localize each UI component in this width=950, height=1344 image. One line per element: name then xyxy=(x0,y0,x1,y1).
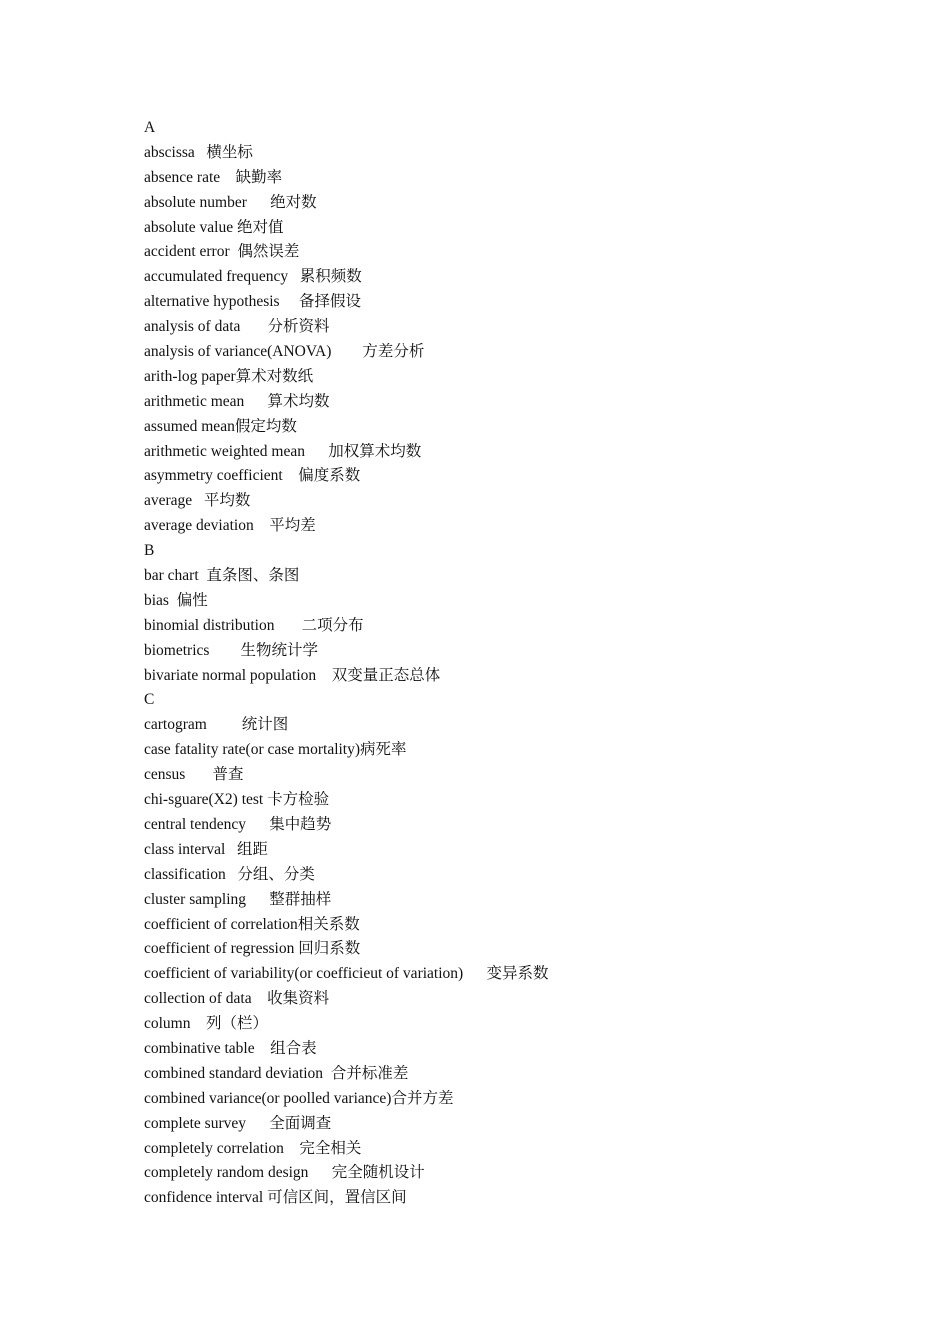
section-letter-heading xyxy=(144,688,904,713)
chinese-translation: 统计图 xyxy=(241,716,289,734)
glossary-entry xyxy=(144,315,904,340)
term-spacing xyxy=(192,492,204,509)
chinese-translation: 平均数 xyxy=(203,492,251,510)
term-spacing xyxy=(169,592,177,609)
english-term: complete survey xyxy=(144,1114,247,1132)
glossary-entry xyxy=(144,713,904,738)
chinese-translation: 相关系数 xyxy=(297,915,360,933)
english-term: average xyxy=(144,492,193,510)
term-spacing xyxy=(225,841,237,858)
english-term: alternative hypothesis xyxy=(144,293,280,311)
term-spacing xyxy=(209,642,240,659)
glossary-entry xyxy=(144,340,904,365)
term-spacing xyxy=(246,816,269,833)
term-spacing xyxy=(240,318,267,335)
english-term: absolute value xyxy=(144,218,234,236)
chinese-translation: 集中趋势 xyxy=(269,815,332,833)
chinese-translation: 偏度系数 xyxy=(298,467,361,485)
glossary-entry xyxy=(144,564,904,589)
term-spacing xyxy=(226,866,238,883)
chinese-translation: 加权算术均数 xyxy=(328,442,422,460)
term-spacing xyxy=(185,766,212,783)
term-spacing xyxy=(252,990,268,1007)
chinese-translation: 组距 xyxy=(236,840,268,858)
chinese-translation: 横坐标 xyxy=(206,143,253,161)
term-spacing xyxy=(246,891,269,908)
english-term: average deviation xyxy=(144,517,254,535)
glossary-entry xyxy=(144,166,904,191)
section-letter: B xyxy=(144,542,155,560)
english-term: census xyxy=(144,766,186,784)
chinese-translation: 缺勤率 xyxy=(235,168,283,186)
glossary-entry xyxy=(144,141,904,166)
glossary-entry xyxy=(144,863,904,888)
chinese-translation: 绝对值 xyxy=(236,218,284,236)
term-spacing xyxy=(274,617,301,634)
glossary-entry xyxy=(144,763,904,788)
glossary-entry xyxy=(144,589,904,614)
chinese-translation: 合并方差 xyxy=(391,1089,454,1107)
glossary-entry xyxy=(144,614,904,639)
english-term: abscissa xyxy=(144,143,195,161)
glossary-entry xyxy=(144,415,904,440)
term-spacing xyxy=(308,1164,331,1181)
english-term: combined variance(or poolled variance) xyxy=(144,1089,392,1107)
chinese-translation: 变异系数 xyxy=(486,965,549,983)
glossary-entry xyxy=(144,440,904,465)
glossary-list xyxy=(144,116,904,1211)
glossary-entry xyxy=(144,1161,904,1186)
english-term: central tendency xyxy=(144,815,246,833)
chinese-translation: 算术均数 xyxy=(267,392,330,410)
chinese-translation: 完全相关 xyxy=(299,1139,362,1157)
term-spacing xyxy=(288,268,300,285)
english-term: completely correlation xyxy=(144,1139,284,1157)
term-spacing xyxy=(244,393,267,410)
glossary-entry xyxy=(144,1112,904,1137)
glossary-entry xyxy=(144,191,904,216)
english-term: column xyxy=(144,1015,191,1033)
glossary-entry xyxy=(144,738,904,763)
chinese-translation: 可信区间，置信区间 xyxy=(267,1189,407,1207)
glossary-entry xyxy=(144,987,904,1012)
chinese-translation: 绝对数 xyxy=(270,193,317,211)
english-term: accident error xyxy=(144,243,230,261)
english-term: absolute number xyxy=(144,193,247,211)
section-letter: C xyxy=(144,691,155,709)
term-spacing xyxy=(247,194,270,211)
chinese-translation: 分组、分类 xyxy=(237,865,315,883)
english-term: case fatality rate(or case mortality) xyxy=(144,741,361,759)
english-term: combined standard deviation xyxy=(144,1064,324,1082)
term-spacing xyxy=(195,144,207,161)
english-term: coefficient of regression xyxy=(144,940,295,958)
english-term: cartogram xyxy=(144,716,207,734)
english-term: bias xyxy=(144,591,169,609)
term-spacing xyxy=(255,1040,271,1057)
english-term: bivariate normal population xyxy=(144,666,317,684)
english-term: combinative table xyxy=(144,1039,255,1057)
english-term: asymmetry coefficient xyxy=(144,467,283,485)
glossary-entry xyxy=(144,1062,904,1087)
term-spacing xyxy=(316,667,332,684)
chinese-translation: 列（栏） xyxy=(206,1015,269,1033)
glossary-entry xyxy=(144,888,904,913)
term-spacing xyxy=(207,716,242,733)
chinese-translation: 完全随机设计 xyxy=(331,1164,425,1182)
term-spacing xyxy=(246,1115,269,1132)
glossary-entry xyxy=(144,962,904,987)
glossary-entry xyxy=(144,1087,904,1112)
chinese-translation: 直条图、条图 xyxy=(206,567,300,585)
chinese-translation: 偶然误差 xyxy=(237,243,300,261)
chinese-translation: 整群抽样 xyxy=(269,890,332,908)
chinese-translation: 病死率 xyxy=(360,741,407,759)
english-term: bar chart xyxy=(144,567,199,585)
chinese-translation: 组合表 xyxy=(270,1039,317,1057)
glossary-entry xyxy=(144,937,904,962)
glossary-entry xyxy=(144,464,904,489)
term-spacing xyxy=(323,1065,331,1082)
term-spacing xyxy=(305,443,328,460)
english-term: classification xyxy=(144,865,226,883)
term-spacing xyxy=(191,1015,207,1032)
glossary-entry xyxy=(144,390,904,415)
english-term: arithmetic weighted mean xyxy=(144,442,305,460)
glossary-entry xyxy=(144,639,904,664)
chinese-translation: 卡方检验 xyxy=(267,791,330,809)
term-spacing xyxy=(284,1140,300,1157)
english-term: completely random design xyxy=(144,1164,309,1182)
glossary-entry xyxy=(144,216,904,241)
glossary-entry xyxy=(144,1137,904,1162)
glossary-entry xyxy=(144,265,904,290)
section-letter: A xyxy=(144,119,156,136)
chinese-translation: 二项分布 xyxy=(301,616,364,634)
chinese-translation: 全面调查 xyxy=(269,1114,332,1132)
english-term: analysis of data xyxy=(144,318,241,336)
term-spacing xyxy=(283,467,299,484)
english-term: chi-sguare(X2) test xyxy=(144,791,264,809)
chinese-translation: 偏性 xyxy=(176,591,208,609)
glossary-entry xyxy=(144,788,904,813)
chinese-translation: 双变量正态总体 xyxy=(331,666,441,684)
term-spacing xyxy=(331,343,362,360)
chinese-translation: 回归系数 xyxy=(298,940,361,958)
glossary-entry xyxy=(144,1186,904,1211)
glossary-entry xyxy=(144,913,904,938)
section-letter-heading xyxy=(144,539,904,564)
english-term: confidence interval xyxy=(144,1189,264,1207)
chinese-translation: 生物统计学 xyxy=(240,641,318,659)
chinese-translation: 收集资料 xyxy=(267,990,330,1008)
section-letter-heading xyxy=(144,116,904,141)
glossary-entry xyxy=(144,489,904,514)
english-term: analysis of variance(ANOVA) xyxy=(144,343,332,361)
chinese-translation: 普查 xyxy=(212,766,244,784)
glossary-entry xyxy=(144,838,904,863)
glossary-entry xyxy=(144,290,904,315)
chinese-translation: 算术对数纸 xyxy=(235,367,314,385)
term-spacing xyxy=(463,965,486,982)
chinese-translation: 方差分析 xyxy=(362,343,425,361)
chinese-translation: 累积频数 xyxy=(299,268,362,286)
chinese-translation: 备择假设 xyxy=(298,293,361,311)
english-term: arith-log paper xyxy=(144,367,236,385)
english-term: binomial distribution xyxy=(144,616,275,634)
english-term: assumed mean xyxy=(144,417,235,435)
glossary-entry xyxy=(144,514,904,539)
term-spacing xyxy=(220,169,236,186)
glossary-entry xyxy=(144,813,904,838)
term-spacing xyxy=(254,517,270,534)
glossary-entry xyxy=(144,664,904,689)
english-term: class interval xyxy=(144,840,226,858)
glossary-entry xyxy=(144,1037,904,1062)
english-term: accumulated frequency xyxy=(144,268,289,286)
glossary-entry xyxy=(144,240,904,265)
chinese-translation: 平均差 xyxy=(269,517,316,535)
chinese-translation: 合并标准差 xyxy=(330,1064,409,1082)
english-term: coefficient of correlation xyxy=(144,915,298,933)
english-term: arithmetic mean xyxy=(144,392,245,410)
english-term: collection of data xyxy=(144,990,252,1008)
english-term: absence rate xyxy=(144,168,221,186)
term-spacing xyxy=(280,293,299,310)
glossary-entry xyxy=(144,365,904,390)
glossary-entry xyxy=(144,1012,904,1037)
english-term: cluster sampling xyxy=(144,890,247,908)
chinese-translation: 假定均数 xyxy=(234,417,297,435)
english-term: biometrics xyxy=(144,641,210,659)
chinese-translation: 分析资料 xyxy=(267,318,330,336)
english-term: coefficient of variability(or coefficieut of variation) xyxy=(144,965,464,983)
